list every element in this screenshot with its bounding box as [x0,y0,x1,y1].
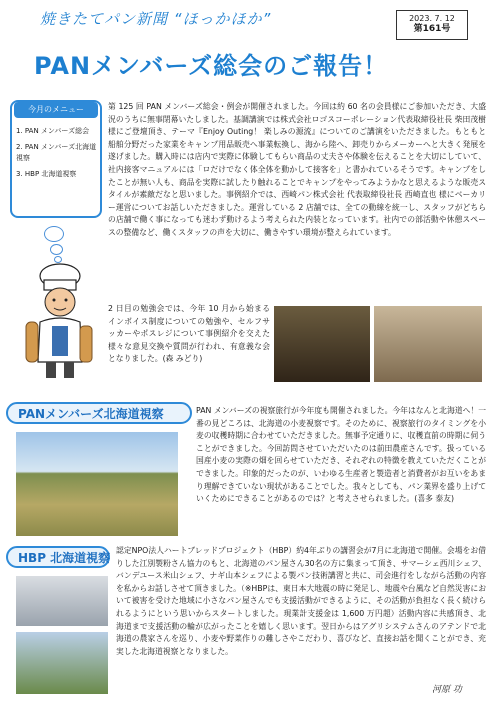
menu-item: 2. PAN メンバーズ北海道視察 [16,143,97,162]
masthead-title: 焼きたてパン新聞 “ほっかほか” [40,10,272,28]
hbp-paragraph: 認定NPO法人ハートブレッドプロジェクト（HBP）約4年ぶりの講習会が7月に北海道で開催。会場をお借りした江別製粉さん協力のもと、北海道のパン屋さん30名の方に集まって頂き、サマーシェ西川シェフ、バンデユース米山シェフ、ナギ山本シェフによる製パン技術講習と共に、司会進行をしながら活動の内容を私からお話しさせて頂きました。（※HBPは、東日本大地震の時に発足し、地震や台風など自然災害において被害を受けた地域に小さなパン屋さんでも支援活動ができるように、その活動が負担なく長く続けられるようにという思いからスタートしました。現業計支援金は 1,600 万円超）活動内容に共感頂き、北海道まで支援活動の輪が広がったことを嬉しく思います。翌日からはアグリシステムさんのアテンドで北海道の農家さんを巡り、小麦や野菜作りの難しさやこだわり、喜びなど、直接お話を聞くことができ、充実した北海道視察となりました。 [116,546,486,656]
meeting-photo-2 [374,306,482,382]
seminar-paragraph: 2 日目の勉強会では、今年 10 月から始まるインボイス制度についての勉強や、セルフサッカーやポスレジについて事例紹介を交えた様々な意見交換や質問が行われ、有意義な会となりました。(森 みどり) [108,304,270,364]
thought-bubble-large [44,226,64,242]
author-signature: 河原 功 [432,685,462,695]
section-banner-hokkaido: PANメンバーズ北海道視察 [6,402,192,424]
page-title: PANメンバーズ総会のご報告！ [34,52,389,80]
menu-title: 今月のメニュー [14,102,98,118]
issue-box [396,10,468,40]
issue-number: 第161号 [413,24,451,34]
report-paragraph: 第 125 回 PAN メンバーズ総会・例会が開催されました。今回は約 60 名の会員様にご参加いただき、大盛況のうちに無事閉幕いたしました。基調講演では株式会社ロゴスコーポレーション代表取締役社長 柴田茂樹 様にご登壇頂き、テーマ『Enjoy Outing！ 楽しみの源流』についてのご講演をいただきました。もともと船舶分野だった家業をキャンプ用品販売へ事業転換し、海から陸へ、卸売りからメーカーへと大きく発展を遂げました。購入時には店内で実際に体験してもらい商品の丈夫さや体験を伝えることを大切にしていて、社内接客マニュアルには「ロだけでなく体全体を動かして接客を」と書かれているそうです。キャンプをしたことが無い人も、商品を実際に試したり触れることでキャンプをやってみようかなと思えるような販売スタイルが素敵だなと思いました。事例紹介では、西崎パン株式会社 代表取締役社長 西崎直也 様にベーカリー運営についてお話しいただきました。運営している 2 店舗では、全ての動線を統一し、スタッフがどちらの店舗で働く事になっても迷わず動けるよう考えられた内装となっています。社内での部活動や休憩スペースの整備など、働くスタッフの声を大切に、働きやすい環境が整えられています。 [108,102,486,237]
menu-item: 1. PAN メンバーズ総会 [16,127,90,135]
hbp-seminar-photo [16,576,108,626]
thought-bubble-medium [50,244,63,255]
hokkaido-paragraph: PAN メンバーズの視察旅行が今年度も開催されました。今年はなんと北海道へ！一番の見どころは、北海道の小麦視察です。そのために、視察旅行のタイミングを小麦の収穫時期に合わせていただきました。無事予定通りに、収穫直前の時期に伺うことができました。今回訪問させていただいたのは前田農産さんです。扱っている国産小麦の実際の畑を回らせていただき、それぞれの特徴を教えていただくことができました。印象的だったのが、いわゆる生産者と製造者と消費者がお互いをあまり理解できていない現状があることでした。我々としても、パン業界を盛り上げていくためにできることがあるのでは？と考えさせられました。(喜多 泰友) [196,406,486,504]
section-banner-hbp: HBP 北海道視察 [6,546,110,568]
chef-mascot-icon [24,262,94,380]
menu-list [16,126,98,185]
hbp-farm-photo [16,632,108,694]
wheat-field-photo [16,432,178,536]
menu-item: 3. HBP 北海道視察 [16,170,77,178]
issue-date: 2023. 7. 12 [409,14,455,23]
meeting-photo-1 [274,306,370,382]
